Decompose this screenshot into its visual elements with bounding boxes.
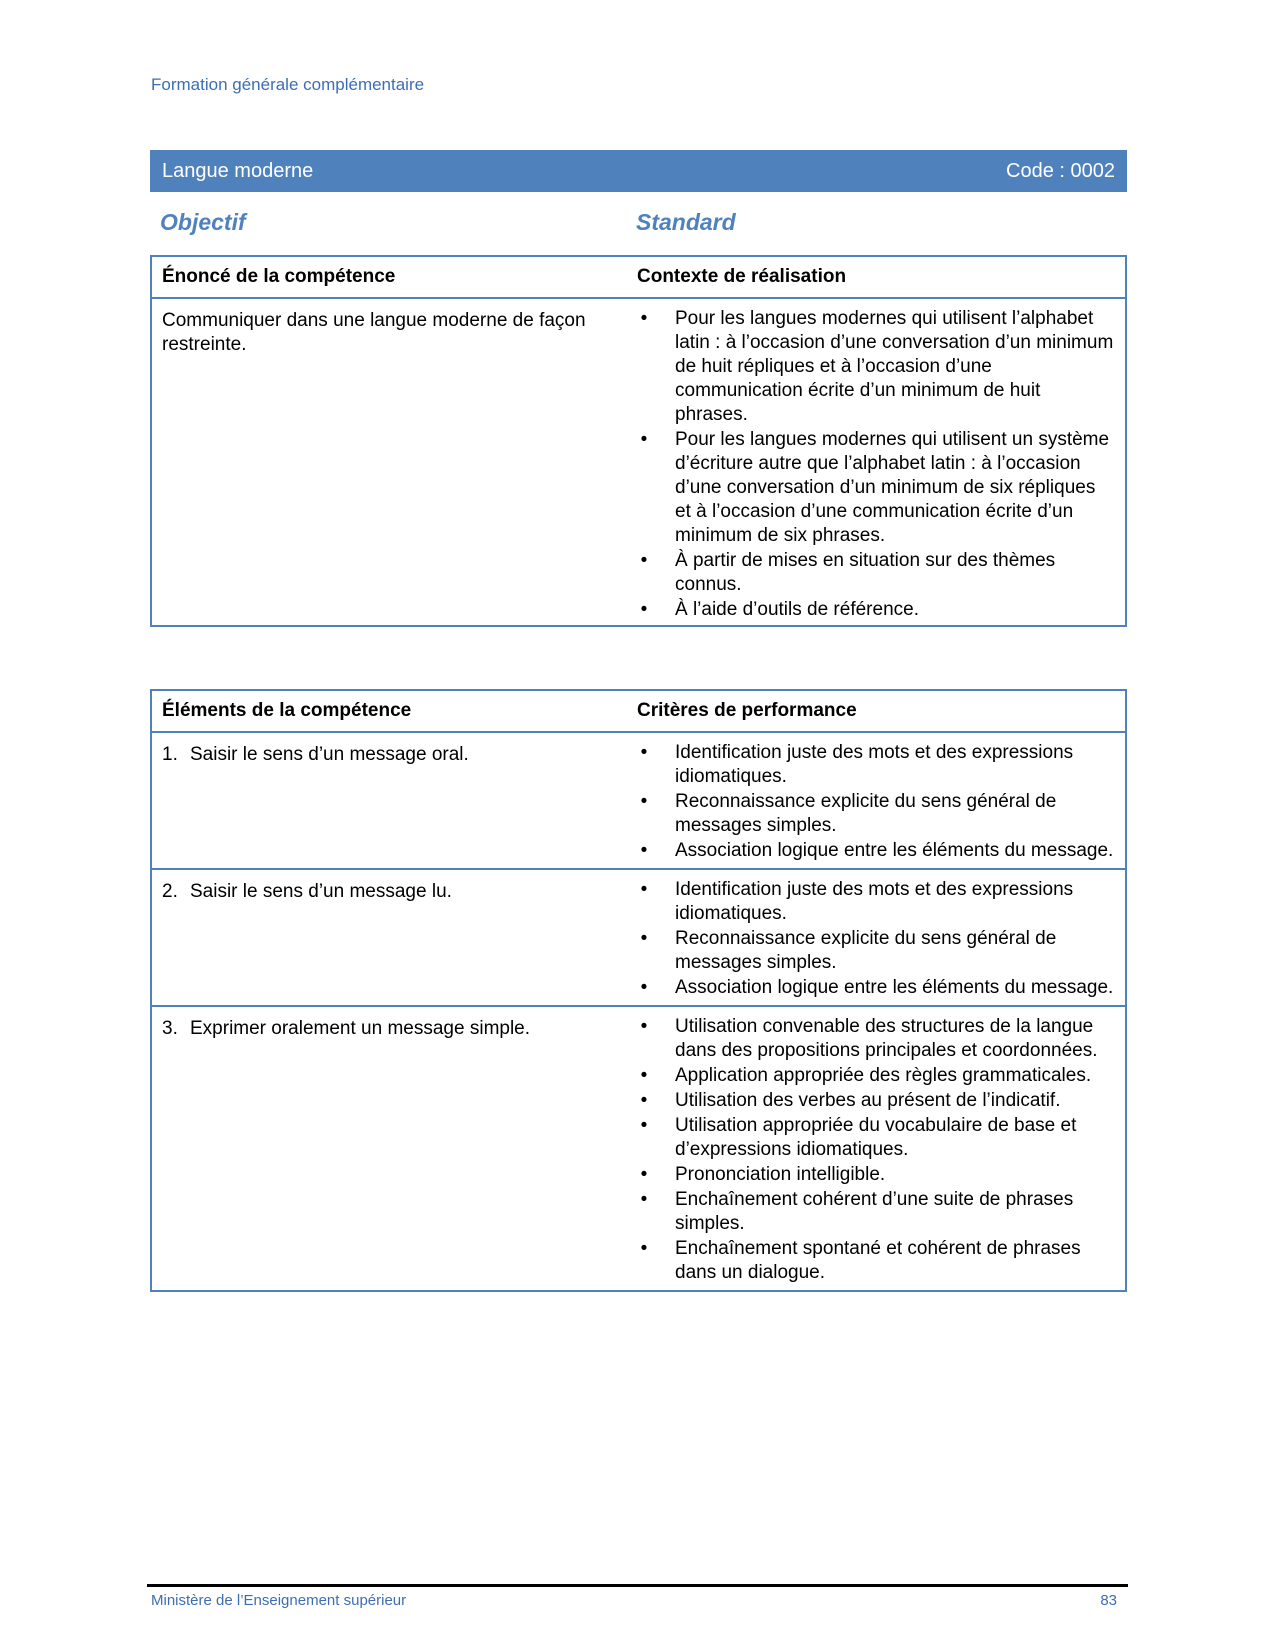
list-item: • Utilisation des verbes au présent de l’indicatif. — [637, 1089, 1125, 1113]
list-item: • Prononciation intelligible. — [637, 1163, 1125, 1187]
course-code: Code : 0002 — [1006, 159, 1115, 182]
criteria-list — [637, 878, 1125, 1000]
bullet-icon: • — [640, 1115, 648, 1136]
competency-table-header — [152, 257, 1125, 299]
bullet-icon: • — [640, 840, 648, 861]
bullet-icon: • — [640, 1238, 648, 1259]
criteria-list — [637, 741, 1125, 863]
list-item: • Reconnaissance explicite du sens général de messages simples. — [637, 927, 1125, 975]
elements-table-header — [152, 691, 1125, 733]
list-item: • Utilisation appropriée du vocabulaire de base et d’expressions idiomatiques. — [637, 1114, 1125, 1162]
list-item: • Association logique entre les éléments du message. — [637, 839, 1125, 863]
bullet-icon: • — [640, 1189, 648, 1210]
list-item: • Application appropriée des règles grammaticales. — [637, 1064, 1125, 1088]
bullet-icon: • — [640, 791, 648, 812]
list-item: • Enchaînement cohérent d’une suite de phrases simples. — [637, 1188, 1125, 1236]
list-item: • Identification juste des mots et des expressions idiomatiques. — [637, 878, 1125, 926]
list-item: • Pour les langues modernes qui utilisent un système d’écriture autre que l’alphabet latin : à l’occasion d’une conversation d’un minimum de six répliques et à l’occasion d’une communication écrite d’un minimum de six phrases. — [637, 428, 1125, 548]
table-row — [152, 733, 1125, 870]
footer-divider — [147, 1584, 1128, 1587]
context-list — [637, 307, 1125, 622]
title-bar — [150, 150, 1127, 192]
bullet-icon: • — [640, 928, 648, 949]
list-item: • Pour les langues modernes qui utilisent l’alphabet latin : à l’occasion d’une conversation d’un minimum de huit répliques et à l’occasion d’une communication écrite d’un minimum de huit phrases. — [637, 307, 1125, 427]
bullet-icon: • — [640, 977, 648, 998]
criteria-column-header: Critères de performance — [637, 700, 857, 721]
elements-column-header: Éléments de la compétence — [162, 700, 412, 721]
list-item: • Reconnaissance explicite du sens général de messages simples. — [637, 790, 1125, 838]
table-row — [152, 870, 1125, 1007]
bullet-icon: • — [640, 1164, 648, 1185]
bullet-icon: • — [640, 742, 648, 763]
elements-table — [150, 689, 1127, 1292]
bullet-icon: • — [640, 429, 648, 450]
bullet-icon: • — [640, 1016, 648, 1037]
course-title: Langue moderne — [162, 159, 314, 182]
bullet-icon: • — [640, 879, 648, 900]
footer-ministry: Ministère de l’Enseignement supérieur — [151, 1592, 407, 1609]
list-item: • Utilisation convenable des structures de la langue dans des propositions principales et coordonnées. — [637, 1015, 1125, 1063]
bullet-icon: • — [640, 1065, 648, 1086]
bullet-icon: • — [640, 599, 648, 620]
page-number: 83 — [1100, 1592, 1117, 1609]
list-item: • Enchaînement spontané et cohérent de phrases dans un dialogue. — [637, 1237, 1125, 1285]
list-item: • Identification juste des mots et des expressions idiomatiques. — [637, 741, 1125, 789]
competency-row — [152, 299, 1125, 625]
context-column-header: Contexte de réalisation — [637, 266, 847, 287]
table-row — [152, 1007, 1125, 1290]
competency-table — [150, 255, 1127, 627]
statement-column-header: Énoncé de la compétence — [162, 266, 396, 287]
criteria-list — [637, 1015, 1125, 1285]
bullet-icon: • — [640, 550, 648, 571]
element-label: 2. Saisir le sens d’un message lu. — [162, 881, 452, 902]
list-item: • À l’aide d’outils de référence. — [637, 598, 1125, 622]
list-item: • À partir de mises en situation sur des thèmes connus. — [637, 549, 1125, 597]
competency-statement: Communiquer dans une langue moderne de façon restreinte. — [162, 310, 586, 355]
standard-heading: Standard — [636, 209, 736, 235]
document-header-note: Formation générale complémentaire — [151, 75, 425, 94]
bullet-icon: • — [640, 308, 648, 329]
page-footer — [151, 1592, 1117, 1609]
element-label: 3. Exprimer oralement un message simple. — [162, 1018, 531, 1039]
list-item: • Association logique entre les éléments du message. — [637, 976, 1125, 1000]
bullet-icon: • — [640, 1090, 648, 1111]
objectif-heading: Objectif — [160, 209, 246, 235]
element-label: 1. Saisir le sens d’un message oral. — [162, 744, 469, 765]
